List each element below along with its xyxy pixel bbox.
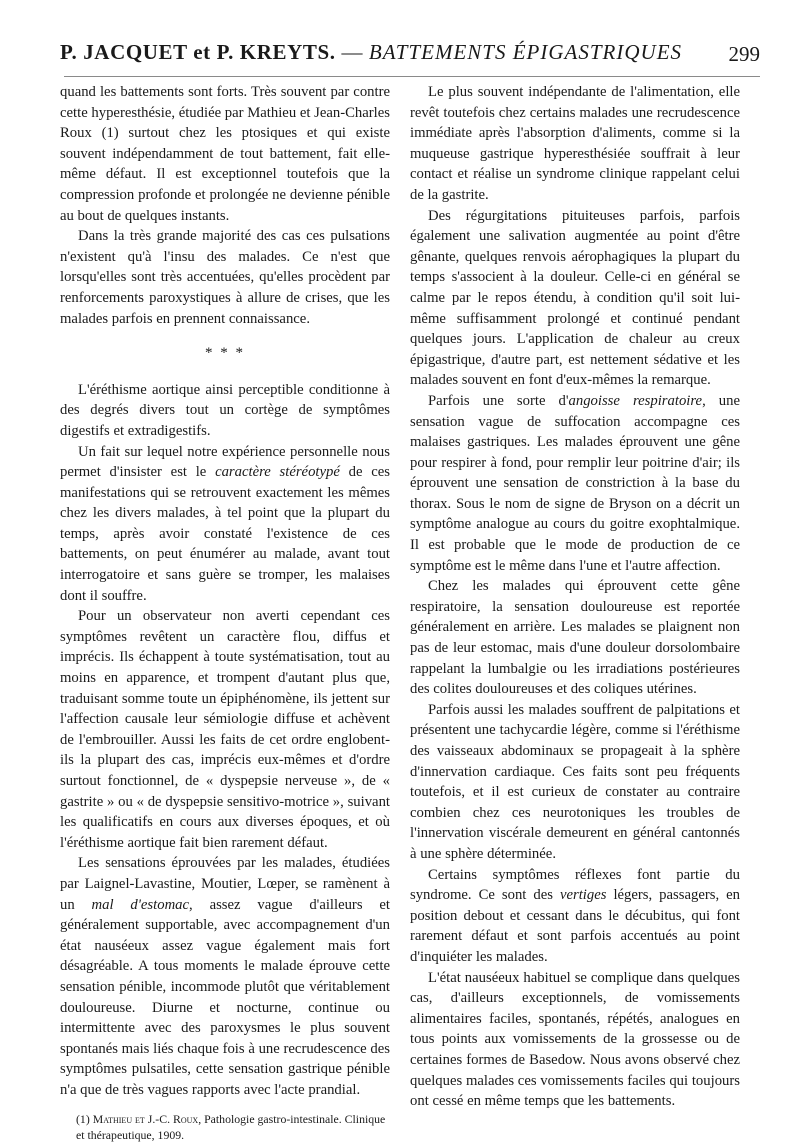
header-dash: — [335, 40, 369, 64]
right-p3-emphasis: angoisse respiratoire [568, 392, 703, 409]
left-p4-text-b: de ces manifestations qui se retrouvent exactement les mêmes chez les divers malades, à tel point que la plupart du temps, après avoir constaté l'existence de ces battements, on peut énumérer au malade, avant tout interrogatoire et sans guère se tromper, les malaises dont il souffre. [60, 464, 390, 604]
right-p6-text-a: Certains symptômes réflexes font partie du syndrome. Ce sont des [410, 866, 740, 904]
right-paragraph-1: Le plus souvent indépendante de l'alimentation, elle revêt toutefois chez certains malades une recrudescence immédiate après l'absorption d'aliments, comme si la muqueuse gastrique hyperesthésiée souffrait à leur contact et réalise un syndrome clinique rappelant celui de la gastrite. [410, 84, 740, 203]
right-column [410, 82, 740, 1112]
right-paragraph-3 [410, 391, 740, 576]
section-separator: * * * [205, 345, 245, 362]
left-p6-text-b: , assez vague d'ailleurs et généralement supportable, avec accompagnement d'un état nauséeux assez vague également mais fort désagréable. A tous moments le malade éprouve cette sensation pénible, incommode plutôt que véritablement douloureuse. Diurne et nocturne, continue ou intermittente avec des paroxysmes le plus souvent spontanés mais liés chaque fois à une recrudescence des symptômes pulsatiles, cette sensation gastrique pénible n'a que de très vagues rapports avec l'acte prandial. [60, 896, 390, 1098]
left-paragraph-1: quand les battements sont forts. Très souvent par contre cette hyperesthésie, étudiée par Mathieu et Jean-Charles Roux (1) surtout chez les ptosiques et qui existe souvent indépendamment de tout battement, fait elle-même défaut. Il est exceptionnel toutefois que la compression profonde et prolongée ne devienne pénible au bout de quelques instants. [60, 84, 390, 224]
running-header [60, 40, 760, 74]
left-paragraph-4 [60, 442, 390, 607]
right-paragraph-2: Des régurgitations pituiteuses parfois, parfois également une salivation augmentée au point d'être gênante, quelques renvois aérophagiques la plupart du temps s'associent à la douleur. Celle-ci en général se calme par le repos étendu, à condition qu'il soit lui-même suffisamment prolongé et continué pendant quelques jours. L'application de chaleur au creux épigastrique, d'autre part, est nettement sédative et les malades souvent en font d'eux-mêmes la remarque. [410, 207, 740, 389]
header-authors: P. JACQUET et P. KREYTS. [60, 40, 336, 64]
footnote-number: (1) [76, 1111, 93, 1126]
footnote-text: , Pathologie gastro-intestinale. Clinique et thérapeutique, 1909. [76, 1111, 386, 1142]
page-number: 299 [728, 42, 760, 66]
left-paragraph-6 [60, 853, 390, 1100]
right-p6-emphasis: vertiges [559, 887, 607, 904]
left-p6-emphasis: mal d'estomac [91, 896, 190, 913]
footnote-authors: Mathieu et J.-C. Roux [92, 1111, 199, 1126]
left-paragraph-2: Dans la très grande majorité des cas ces pulsations n'existent qu'à l'insu des malades. Ce n'est que lorsqu'elles sont très accentuées, qu'elles procèdent par renforcements paroxystiques à allure de crises, que les malades parfois en prennent connaissance. [60, 228, 390, 327]
right-paragraph-5: Parfois aussi les malades souffrent de palpitations et présentent une tachycardie légère, comme si l'éréthisme des vaisseaux abdominaux se propageait à la sphère d'innervation cardiaque. Ces faits sont peu fréquents toutefois, et il est curieux de constater au contraire combien chez ces neurotoniques les troubles de l'innervation viscérale demeurent en général cantonnés à une sphère déterminée. [410, 701, 740, 862]
right-p3-text-b: , une sensation vague de suffocation accompagne ces malaises gastriques. Les malades éprouvent une gêne pour respirer à fond, pour remplir leur poitrine d'air; ils éprouvent une sensation de constriction à la base du thorax. Sous le nom de signe de Bryson on a décrit un symptôme analogue au cours du goitre exophtalmique. Il est probable que le mode de production de ce symptôme est le même dans l'une et l'autre affection. [410, 392, 740, 574]
header-rule [64, 76, 760, 77]
header-left [60, 40, 682, 65]
left-p4-text-a: Un fait sur lequel notre expérience personnelle nous permet d'insister est le [60, 443, 390, 481]
header-title: BATTEMENTS ÉPIGASTRIQUES [368, 40, 683, 64]
left-paragraph-5: Pour un observateur non averti cependant ces symptômes revêtent un caractère flou, diffus et imprécis. Ils échappent à toute systématisation, tout au moins en apparence, et trompent d'autant plus que, traduisant somme toute un épiphénomène, ils jettent sur l'affection causale leur sémiologie diffuse et achèvent de l'embrouiller. Aussi les faits de cet ordre englobent-ils la plupart des cas, imprécis eux-mêmes et d'ordre surtout fonctionnel, de « dyspepsie nerveuse », de « gastrite » ou « de dyspepsie sensitivo-motrice », suivant les qualificatifs en cours aux diverses époques, et où l'éréthisme aortique fait bien rarement défaut. [60, 608, 390, 851]
left-p4-emphasis: caractère stéréotypé [215, 464, 340, 481]
right-p3-text-a: Parfois une sorte d' [428, 392, 569, 409]
right-paragraph-6 [410, 865, 740, 968]
right-paragraph-4: Chez les malades qui éprouvent cette gêne respiratoire, la sensation douloureuse est reportée généralement en arrière. Les malades se plaignent non pas de leur estomac, mais d'une douleur dorsolombaire rappelant la lumbalgie ou les irradiations postérieures des colites douloureuses et des coliques utérines. [410, 578, 740, 698]
footnote [60, 1111, 390, 1143]
left-paragraph-3: L'éréthisme aortique ainsi perceptible conditionne à des degrés divers tout un cortège de symptômes digestifs et extradigestifs. [60, 381, 390, 439]
left-p6-text-a: Les sensations éprouvées par les malades, étudiées par Laignel-Lavastine, Moutier, Lœper, se ramènent à un [60, 855, 390, 913]
left-column [60, 82, 390, 1143]
right-paragraph-7: L'état nauséeux habituel se complique dans quelques cas, d'ailleurs exceptionnels, de vomissements alimentaires faciles, spontanés, répétés, analogues en tous points aux vomissements de la grossesse ou de certaines formes de Basedow. Nous avons observé chez quelques malades ces vomissements faciles qui toujours ont cessé en même temps que les battements. [410, 969, 740, 1110]
right-p6-text-b: légers, passagers, en position debout et cessant dans le décubitus, qui font rarement défaut et sont parfois accentués au point d'inquiéter les malades. [410, 887, 740, 965]
